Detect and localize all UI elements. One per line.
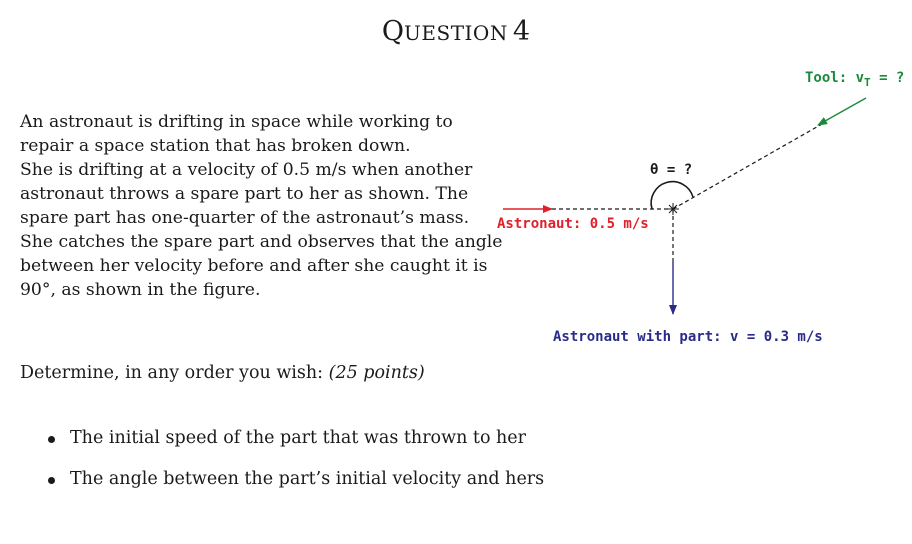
paragraph-line: 90°, as shown in the figure. xyxy=(20,280,261,300)
paragraph-line: spare part has one-quarter of the astronaut’s mass. xyxy=(20,208,470,228)
theta-label: θ = ? xyxy=(650,162,693,178)
paragraph-line: She catches the spare part and observes that the angle xyxy=(20,232,503,252)
tool-path-dashed xyxy=(673,124,822,209)
title-initial: Q xyxy=(381,16,405,47)
determine-text: Determine, in any order you wish: xyxy=(20,363,324,383)
paragraph-line: between her velocity before and after she caught it is xyxy=(20,256,488,276)
collision-point-icon xyxy=(667,203,679,215)
list-item-text: The angle between the part’s initial velocity and hers xyxy=(70,469,545,489)
final-velocity-label: Astronaut with part: v = 0.3 m/s xyxy=(553,329,823,345)
tool-velocity-arrow xyxy=(818,98,866,125)
points-label: (25 points) xyxy=(328,363,425,383)
theta-angle-arc xyxy=(651,182,693,209)
list-item-text: The initial speed of the part that was thrown to her xyxy=(70,428,527,448)
paragraph-line: An astronaut is drifting in space while working to xyxy=(20,112,453,132)
question-number: 4 xyxy=(512,16,531,47)
paragraph-line: She is drifting at a velocity of 0.5 m/s when another xyxy=(20,160,473,180)
astronaut-velocity-label: Astronaut: 0.5 m/s xyxy=(497,216,649,232)
tool-label: Tool: $v_T$ = ? xyxy=(805,70,905,89)
title-rest: UESTION xyxy=(404,21,508,45)
paragraph-line: repair a space station that has broken down. xyxy=(20,136,411,156)
paragraph-line: astronaut throws a spare part to her as shown. The xyxy=(20,184,469,204)
